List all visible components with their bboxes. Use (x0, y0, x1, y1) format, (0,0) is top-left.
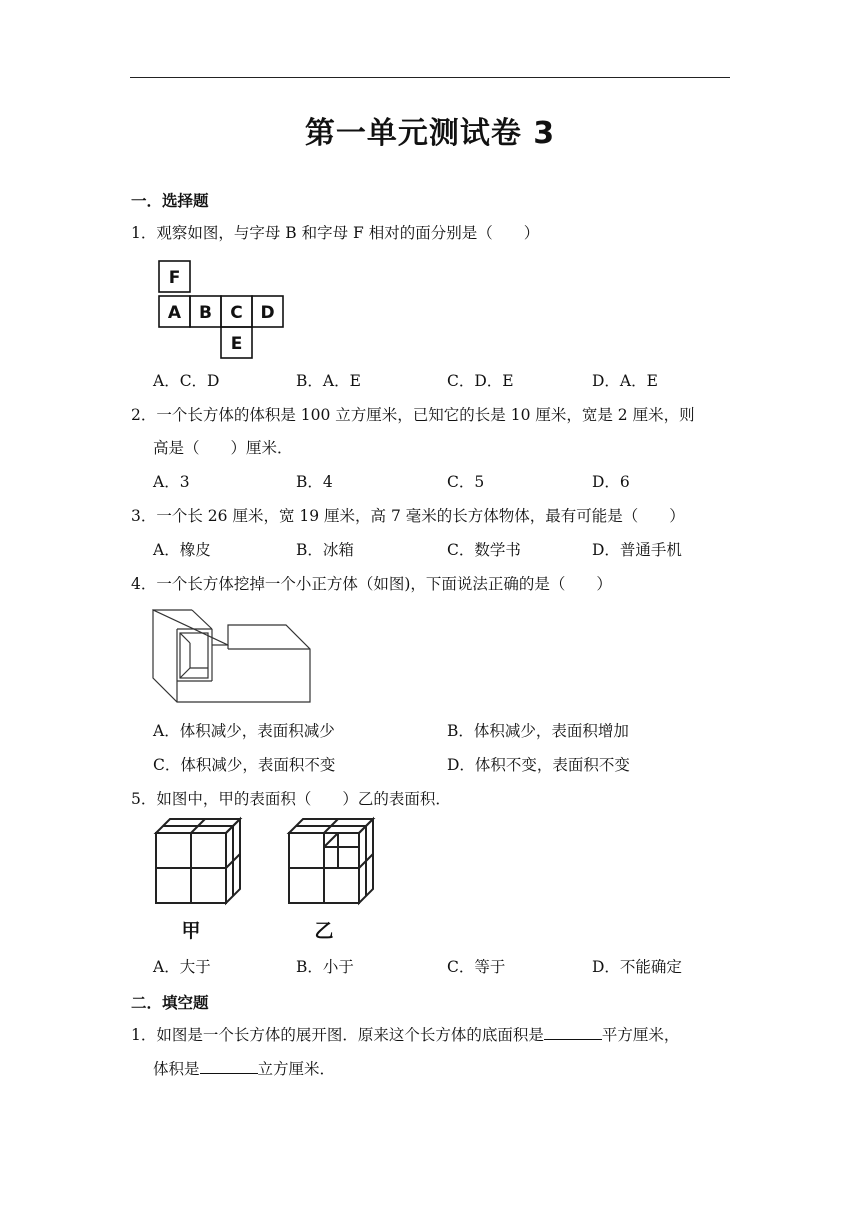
net-label-d: D (260, 303, 275, 323)
blank-volume[interactable] (200, 1059, 258, 1074)
figure-label-yi: 乙 (314, 920, 334, 942)
cube-stacks-figure (150, 813, 382, 945)
page-title: 第一单元测试卷 3 (304, 116, 556, 151)
header-rule (130, 77, 730, 78)
cutout-hole (180, 633, 208, 678)
net-label-a: A (167, 303, 182, 323)
q4-option-a[interactable]: A．体积减少，表面积减少 (153, 722, 335, 740)
cuboid-cutout-figure (150, 605, 316, 705)
q4-option-c[interactable]: C．体积减少，表面积不变 (153, 756, 336, 774)
q4-option-d[interactable]: D．体积不变，表面积不变 (447, 756, 630, 774)
q2-option-a[interactable]: A．3 (153, 473, 190, 491)
question-5-text: 5．如图中，甲的表面积（ ）乙的表面积． (131, 790, 451, 808)
net-label-f: F (168, 268, 181, 288)
section-fill-heading: 二．填空题 (131, 994, 209, 1012)
q1-option-c[interactable]: C．D．E (447, 372, 514, 390)
fill-q1-text-c: 体积是 (153, 1060, 200, 1078)
q4-option-b[interactable]: B．体积减少，表面积增加 (447, 722, 629, 740)
question-1-text: 1．观察如图，与字母 B 和字母 F 相对的面分别是（ ） (131, 224, 540, 242)
figure-label-jia: 甲 (181, 920, 201, 942)
q1-option-a[interactable]: A．C．D (153, 372, 220, 390)
question-2-text-line1: 2．一个长方体的体积是 100 立方厘米，已知它的长是 10 厘米，宽是 2 厘米，则 (131, 406, 695, 424)
q2-option-b[interactable]: B．4 (296, 473, 333, 491)
q2-option-c[interactable]: C．5 (447, 473, 485, 491)
net-label-b: B (199, 303, 212, 323)
fill-q1-text-d: 立方厘米． (257, 1060, 336, 1078)
q1-option-d[interactable]: D．A．E (592, 372, 658, 390)
fill-question-1-line2 (153, 1059, 335, 1079)
q2-option-d[interactable]: D．6 (592, 473, 630, 491)
q5-option-c[interactable]: C．等于 (447, 958, 506, 976)
q5-option-b[interactable]: B．小于 (296, 958, 354, 976)
q3-option-c[interactable]: C．数学书 (447, 541, 521, 559)
question-2-text-line2: 高是（ ）厘米． (153, 439, 293, 457)
q3-option-b[interactable]: B．冰箱 (296, 541, 354, 559)
q3-option-d[interactable]: D．普通手机 (592, 541, 682, 559)
cube-net-figure (155, 257, 290, 359)
net-label-c: C (230, 303, 243, 323)
fill-q1-text-a: 1．如图是一个长方体的展开图．原来这个长方体的底面积是 (131, 1026, 544, 1044)
q1-option-b[interactable]: B．A．E (296, 372, 361, 390)
q3-option-a[interactable]: A．橡皮 (153, 541, 211, 559)
fill-q1-text-b: 平方厘米， (601, 1026, 680, 1044)
q5-option-a[interactable]: A．大于 (153, 958, 211, 976)
net-label-e: E (230, 334, 243, 354)
question-4-text: 4．一个长方体挖掉一个小正方体（如图)，下面说法正确的是（ ） (131, 575, 612, 593)
section-choice-heading: 一．选择题 (131, 192, 209, 210)
fill-question-1-line1 (131, 1025, 679, 1045)
q5-option-d[interactable]: D．不能确定 (592, 958, 682, 976)
blank-base-area[interactable] (544, 1025, 602, 1040)
question-3-text: 3．一个长 26 厘米，宽 19 厘米，高 7 毫米的长方体物体，最有可能是（ ） (131, 507, 685, 525)
